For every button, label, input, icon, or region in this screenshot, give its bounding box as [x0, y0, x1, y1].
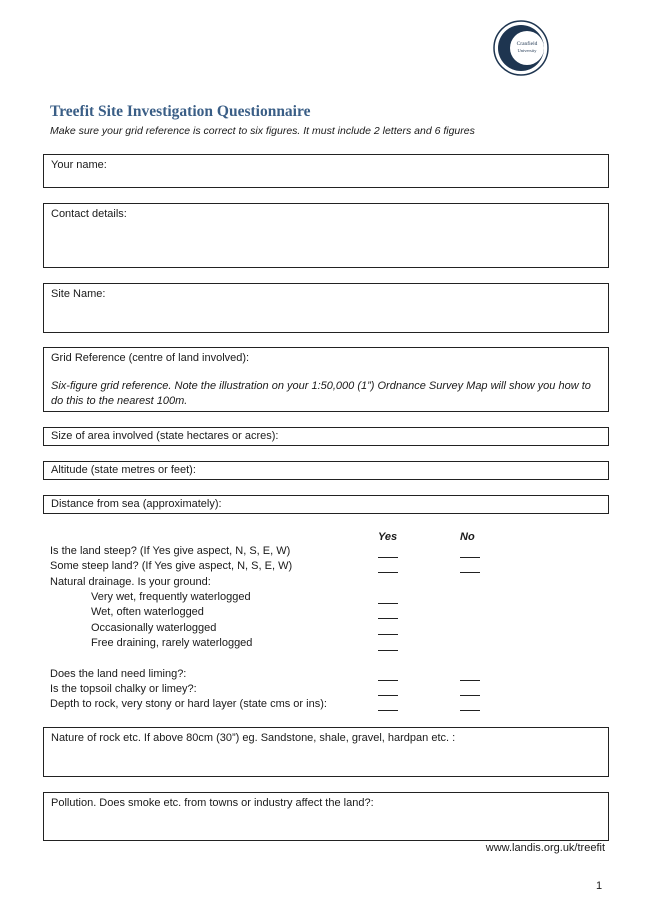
question-liming: Does the land need liming?:	[50, 668, 187, 680]
option-free-draining: Free draining, rarely waterlogged	[91, 637, 253, 649]
logo-name: Cranfield	[516, 41, 538, 47]
no-blank-land-steep[interactable]	[460, 557, 480, 558]
page-title: Treefit Site Investigation Questionnaire	[50, 103, 311, 120]
page-subtitle: Make sure your grid reference is correct to six figures. It must include 2 letters and 6 figures	[50, 125, 475, 137]
distance-from-sea-label: Distance from sea (approximately):	[51, 498, 222, 510]
cranfield-university-logo	[493, 20, 549, 76]
option-wet: Wet, often waterlogged	[91, 606, 204, 618]
no-blank-depth-to-rock[interactable]	[460, 710, 480, 711]
yes-blank-topsoil[interactable]	[378, 695, 398, 696]
rock-nature-label: Nature of rock etc. If above 80cm (30”) eg. Sandstone, shale, gravel, hardpan etc. :	[51, 732, 456, 744]
yes-blank-depth-to-rock[interactable]	[378, 710, 398, 711]
pollution-field[interactable]	[43, 792, 609, 841]
yes-blank-very-wet[interactable]	[378, 603, 398, 604]
contact-details-label: Contact details:	[51, 208, 127, 220]
area-size-label: Size of area involved (state hectares or acres):	[51, 430, 279, 442]
yes-blank-liming[interactable]	[378, 680, 398, 681]
logo-subname: University	[517, 48, 537, 53]
question-depth-to-rock: Depth to rock, very stony or hard layer (state cms or ins):	[50, 698, 327, 710]
pollution-label: Pollution. Does smoke etc. from towns or industry affect the land?:	[51, 797, 374, 809]
altitude-label: Altitude (state metres or feet):	[51, 464, 196, 476]
yes-blank-free-draining[interactable]	[378, 650, 398, 651]
yes-blank-some-steep[interactable]	[378, 572, 398, 573]
rock-nature-field[interactable]	[43, 727, 609, 777]
page-number: 1	[596, 880, 603, 892]
option-very-wet: Very wet, frequently waterlogged	[91, 591, 251, 603]
yes-blank-land-steep[interactable]	[378, 557, 398, 558]
contact-details-field[interactable]	[43, 203, 609, 268]
name-field-label: Your name:	[51, 159, 107, 171]
option-occasionally-waterlogged: Occasionally waterlogged	[91, 622, 217, 634]
grid-reference-note: Six-figure grid reference. Note the illustration on your 1:50,000 (1”) Ordnance Survey Map will show you how to do this to the nearest 100m.	[51, 380, 591, 407]
question-topsoil: Is the topsoil chalky or limey?:	[50, 683, 197, 695]
site-name-field[interactable]	[43, 283, 609, 333]
name-field[interactable]	[43, 154, 609, 188]
altitude-field[interactable]	[43, 461, 609, 480]
footer-url: www.landis.org.uk/treefit	[485, 842, 605, 854]
area-size-field[interactable]	[43, 427, 609, 446]
question-drainage: Natural drainage. Is your ground:	[50, 576, 211, 588]
grid-reference-field[interactable]	[43, 347, 609, 412]
no-blank-liming[interactable]	[460, 680, 480, 681]
yes-blank-wet[interactable]	[378, 618, 398, 619]
yes-blank-occasionally-waterlogged[interactable]	[378, 634, 398, 635]
distance-from-sea-field[interactable]	[43, 495, 609, 514]
no-blank-topsoil[interactable]	[460, 695, 480, 696]
grid-reference-label: Grid Reference (centre of land involved):	[51, 352, 250, 364]
yes-column-header: Yes	[378, 531, 398, 543]
question-some-steep: Some steep land? (If Yes give aspect, N, S, E, W)	[50, 560, 293, 572]
no-column-header: No	[460, 531, 475, 543]
no-blank-some-steep[interactable]	[460, 572, 480, 573]
question-land-steep: Is the land steep? (If Yes give aspect, N, S, E, W)	[50, 545, 291, 557]
site-name-label: Site Name:	[51, 288, 106, 300]
